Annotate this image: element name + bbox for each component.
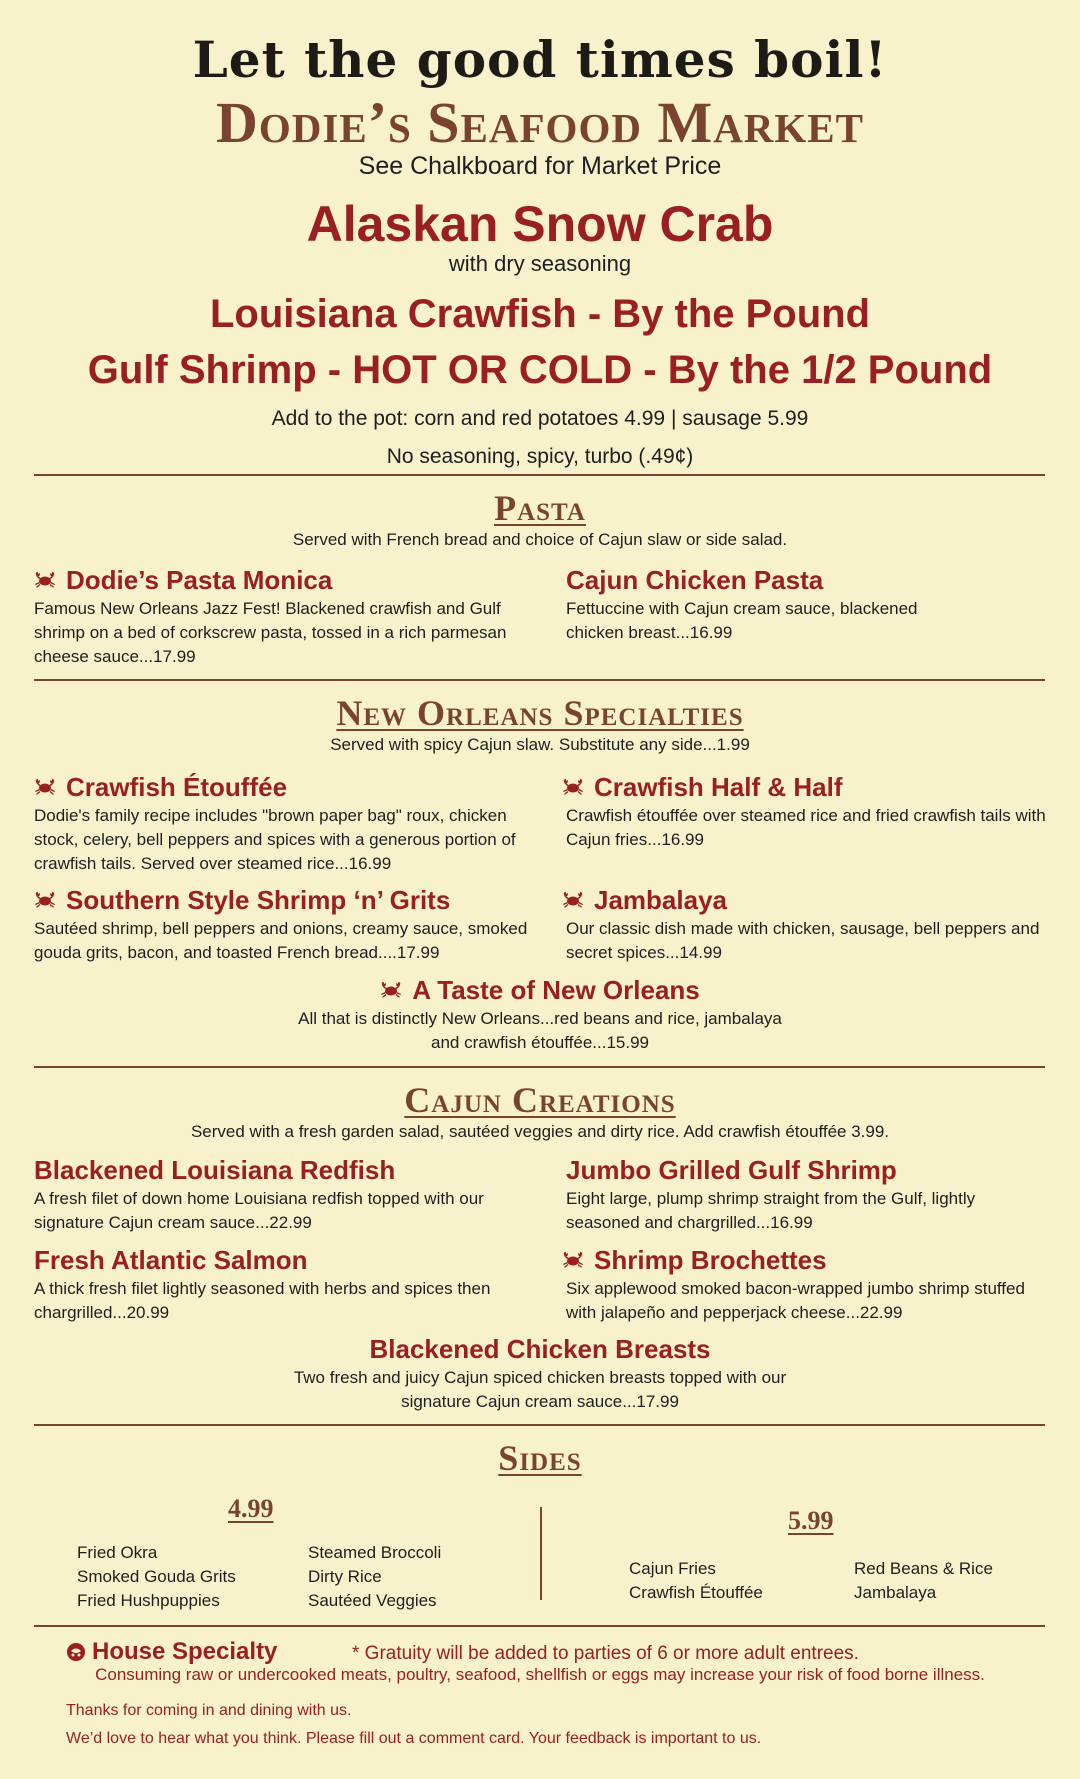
crab-icon [380,981,402,999]
menu-item [34,1245,524,1325]
menu-item [562,885,1052,965]
side-item: Fried Hushpuppies [77,1591,220,1610]
side-item: Crawfish Étouffée [629,1583,763,1602]
item-name: Jumbo Grilled Gulf Shrimp [566,1155,897,1185]
item-description: Our classic dish made with chicken, sausage, bell peppers and secret spices...14.99 [566,919,1040,962]
gratuity-note: * Gratuity will be added to parties of 6 or more adult entrees. [352,1643,859,1664]
item-description: Eight large, plump shrimp straight from the Gulf, lightly seasoned and chargrilled...16.99 [566,1189,976,1232]
pasta-section-note: Served with French bread and choice of Cajun slaw or side salad. [292,530,788,549]
tagline: Let the good times boil! [192,30,888,89]
pot-addons: Add to the pot: corn and red potatoes 4.99 | sausage 5.99 [271,407,809,430]
crab-icon [562,778,584,796]
item-name: Southern Style Shrimp ‘n’ Grits [66,885,451,915]
side-item: Dirty Rice [308,1567,382,1586]
specialties-section-note: Served with spicy Cajun slaw. Substitute any side...1.99 [330,735,750,754]
side-item: Sautéed Veggies [308,1591,437,1610]
item-description: Dodie's family recipe includes "brown paper bag" roux, chicken stock, celery, bell peppers and spices with a generous portion of crawfish tails. Served over steamed rice...16.99 [34,806,516,873]
item-description: Six applewood smoked bacon-wrapped jumbo shrimp stuffed with jalapeño and pepperjack cheese...22.99 [566,1279,1025,1322]
cajun-section-note: Served with a fresh garden salad, sautéed veggies and dirty rice. Add crawfish étouffée 3.99. [190,1122,890,1141]
menu-item [562,772,1052,852]
sides-list [629,1557,763,1605]
divider [34,1424,1045,1426]
item-description-line: Two fresh and juicy Cajun spiced chicken breasts topped with our [293,1368,787,1387]
item-description-line: All that is distinctly New Orleans...red beans and rice, jambalaya [298,1009,782,1028]
item-description-line: and crawfish étouffée...15.99 [430,1033,649,1052]
menu-item [566,565,926,645]
menu-item [34,1155,524,1235]
item-name: Blackened Chicken Breasts [369,1334,711,1364]
menu-item [562,1245,1052,1325]
item-description: Fettuccine with Cajun cream sauce, blackened chicken breast...16.99 [566,599,918,642]
item-name: Crawfish Étouffée [66,772,288,802]
item-description: Sautéed shrimp, bell peppers and onions, creamy sauce, smoked gouda grits, bacon, and toasted French bread....17.99 [34,919,528,962]
sides-section-title: Sides [498,1438,582,1478]
house-specialty-legend [66,1638,277,1666]
side-item: Jambalaya [854,1583,937,1602]
item-description-line: signature Cajun cream sauce...17.99 [401,1392,679,1411]
item-name: Crawfish Half & Half [594,772,843,802]
divider [34,679,1045,681]
feedback-note: We’d love to hear what you think. Please fill out a comment card. Your feedback is important to us. [66,1730,762,1747]
item-name: Jambalaya [594,885,727,915]
snow-crab-title: Alaskan Snow Crab [306,196,774,252]
item-description: Crawfish étouffée over steamed rice and fried crawfish tails with Cajun fries...16.99 [566,806,1046,849]
sides-price-5-99: 5.99 [788,1506,834,1535]
menu-item [34,772,534,876]
item-description: A thick fresh filet lightly seasoned with herbs and spices then chargrilled...20.99 [34,1279,491,1322]
item-name: Dodie’s Pasta Monica [66,565,333,595]
cajun-section-title: Cajun Creations [404,1080,676,1120]
menu-item [0,1334,1080,1414]
menu-item [566,1155,1016,1235]
item-name: Blackened Louisiana Redfish [34,1155,396,1185]
menu-item [34,565,524,669]
side-item: Smoked Gouda Grits [77,1567,236,1586]
item-description: A fresh filet of down home Louisiana redfish topped with our signature Cajun cream sauce...22.99 [34,1189,484,1232]
item-name: A Taste of New Orleans [412,975,700,1005]
side-item: Fried Okra [77,1543,158,1562]
seasoning-options: No seasoning, spicy, turbo (.49¢) [386,445,694,468]
crab-icon [34,571,56,589]
crab-icon [562,1251,584,1269]
menu-item [0,975,1080,1055]
crawfish-title: Louisiana Crawfish - By the Pound [209,292,871,336]
side-item: Steamed Broccoli [308,1543,442,1562]
item-description: Famous New Orleans Jazz Fest! Blackened crawfish and Gulf shrimp on a bed of corkscrew pasta, tossed in a rich parmesan cheese sauce...17.99 [34,599,507,666]
divider [34,1066,1045,1068]
gulf-shrimp-title: Gulf Shrimp - HOT OR COLD - By the 1/2 Pound [87,348,993,392]
sides-list [77,1541,236,1613]
house-specialty-label: House Specialty [92,1638,278,1665]
house-specialty-icon [66,1642,86,1662]
divider [34,1625,1045,1627]
crab-icon [34,778,56,796]
side-item: Red Beans & Rice [854,1559,993,1578]
sides-divider [540,1507,542,1600]
menu-header [0,0,1080,472]
consumption-warning: Consuming raw or undercooked meats, poultry, seafood, shellfish or eggs may increase your risk of food borne illness. [95,1665,985,1684]
specialties-section-title: New Orleans Specialties [336,693,744,733]
crab-icon [34,891,56,909]
menu-item [34,885,534,965]
sides-list [854,1557,993,1605]
item-name: Shrimp Brochettes [594,1245,827,1275]
item-name: Cajun Chicken Pasta [566,565,824,595]
sides-price-4-99: 4.99 [228,1494,274,1523]
item-name: Fresh Atlantic Salmon [34,1245,308,1275]
market-title: Dodie’s Seafood Market [216,90,864,155]
divider [34,474,1045,476]
sides-list [308,1541,441,1613]
snow-crab-note: with dry seasoning [448,251,632,276]
thanks-note: Thanks for coming in and dining with us. [66,1702,352,1719]
pasta-section-title: Pasta [494,488,586,528]
side-item: Cajun Fries [629,1559,716,1578]
market-price-note: See Chalkboard for Market Price [358,152,722,180]
crab-icon [562,891,584,909]
